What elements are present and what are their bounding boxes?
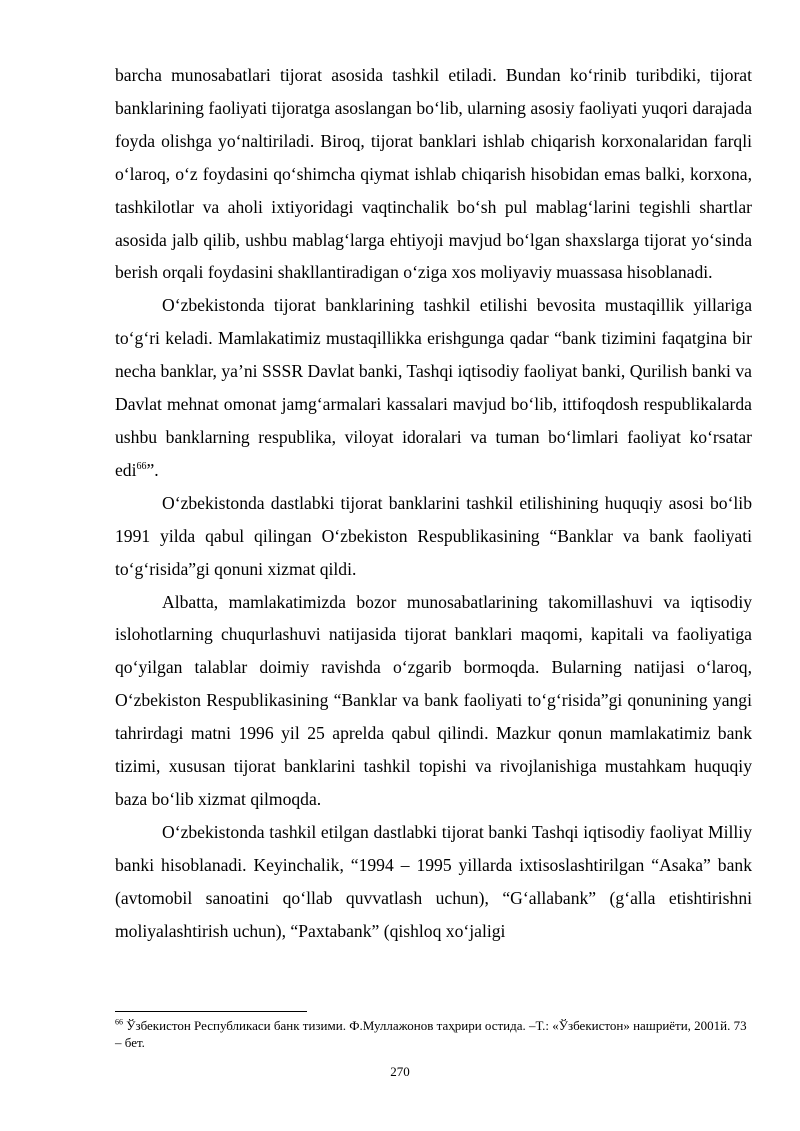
paragraph-text-end: ”. — [146, 459, 159, 480]
footnote — [115, 1017, 752, 1051]
paragraph — [115, 289, 752, 486]
paragraph: O‘zbekistonda tashkil etilgan dastlabki tijorat banki Tashqi iqtisodiy faoliyat Milliy banki hisoblanadi. Keyinchalik, “1994 – 1995 yillarda ixtisoslashtirilgan “Asaka” bank (avtomobil sanoatini qo‘llab quvvatlash uchun), “G‘allabank” (g‘alla etishtirishni moliyalashtirish uchun), “Paxtabank” (qishloq xo‘jaligi — [115, 821, 752, 941]
footnote-reference[interactable]: 66 — [136, 461, 147, 473]
paragraph: barcha munosabatlari tijorat asosida tashkil etiladi. Bundan ko‘rinib turibdiki, tijorat banklarining faoliyati tijoratga asoslangan bo‘lib, ularning asosiy faoliyati yuqori darajada foyda olishga yo‘naltiriladi. Biroq, tijorat banklari ishlab chiqarish korxonalaridan farqli o‘laroq, o‘z foydasini qo‘shimcha qiymat ishlab chiqarish hisobidan emas balki, korxona, tashkilotlar va aholi ixtiyoridagi vaqtinchalik bo‘sh pul mablag‘larini tegishli shartlar asosida jalb qilib, ushbu mablag‘larga ehtiyoji mavjud bo‘lgan shaxslarga tijorat yo‘sinda berish orqali foydasini shakllantiradigan o‘ziga xos moliyaviy muassasa hisoblanadi. — [115, 65, 752, 283]
footnote-text: Ўзбекистон Республикаси банк тизими. Ф.Муллажонов таҳрири остида. –Т.: «Ўзбекистон» нашриёти, 2001й. 73 – бет. — [115, 1018, 747, 1050]
paragraph: O‘zbekistonda dastlabki tijorat banklarini tashkil etilishining huquqiy asosi bo‘lib 1991 yilda qabul qilingan O‘zbekiston Respublikasining “Banklar va bank faoliyati to‘g‘risida”gi qonuni xizmat qildi. — [115, 492, 752, 579]
page-body — [115, 59, 752, 947]
footnote-divider — [115, 1011, 307, 1012]
page-number: 270 — [390, 1064, 410, 1079]
footnote-marker: 66 — [115, 1017, 123, 1027]
paragraph-text: O‘zbekistonda tijorat banklarining tashkil etilishi bevosita mustaqillik yillariga to‘g‘ri keladi. Mamlakatimiz mustaqillikka erishgunga qadar “bank tizimini faqatgina bir necha banklar, ya’ni SSSR Davlat banki, Tashqi iqtisodiy faoliyat banki, Qurilish banki va Davlat mehnat omonat jamg‘armalari kassalari mavjud bo‘lib, ittifoqdosh respublikalarda ushbu banklarning respublika, viloyat idoralari va tuman bo‘limlari faoliyat ko‘rsatar edi — [115, 295, 752, 480]
paragraph: Albatta, mamlakatimizda bozor munosabatlarining takomillashuvi va iqtisodiy islohotlarning chuqurlashuvi natijasida tijorat banklari maqomi, kapitali va faoliyatiga qo‘yilgan talablar doimiy ravishda o‘zgarib bormoqda. Bularning natijasi o‘laroq, O‘zbekiston Respublikasining “Banklar va bank faoliyati to‘g‘risida”gi qonunining yangi tahrirdagi matni 1996 yil 25 aprelda qabul qilindi. Mazkur qonun mamlakatimiz bank tizimi, xususan tijorat banklarini tashkil topishi va rivojlanishiga mustahkam huquqiy baza bo‘lib xizmat qilmoqda. — [115, 591, 752, 809]
